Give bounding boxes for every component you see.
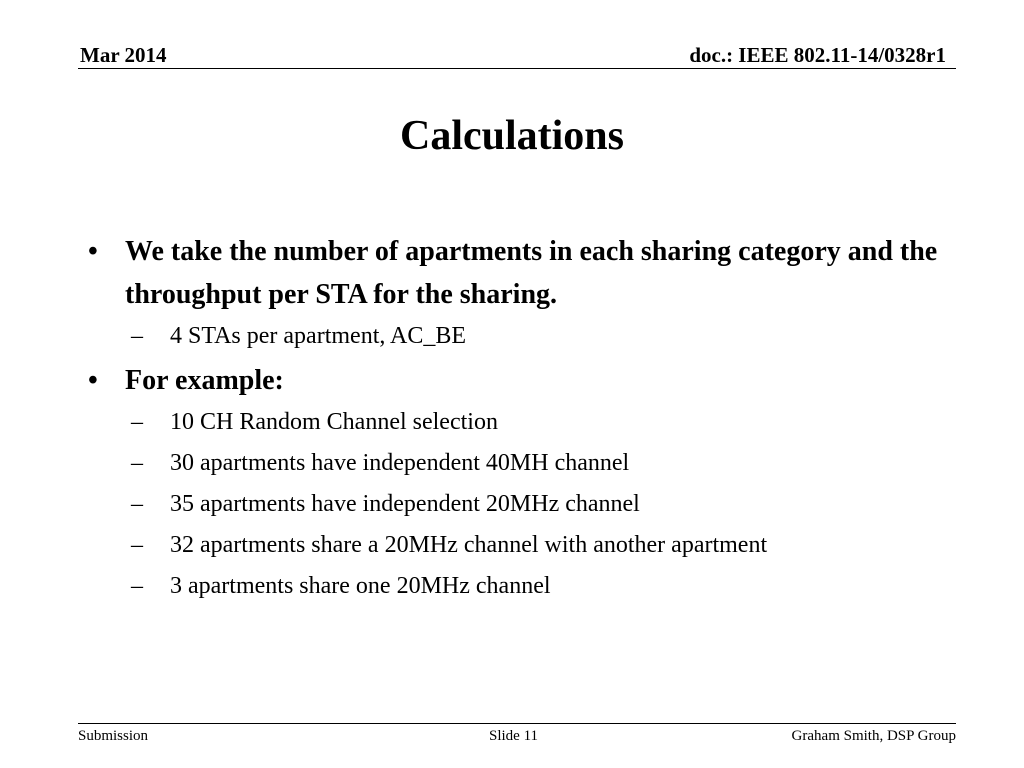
sub-bullet-item [88, 566, 948, 607]
footer-submission: Submission [78, 728, 149, 744]
slide-title: Calculations [399, 113, 625, 159]
bullet-text: For example: [125, 365, 284, 396]
header-date: Mar 2014 [80, 43, 167, 67]
bullet-item [88, 230, 948, 316]
slide-content [88, 230, 948, 607]
sub-bullet-item [88, 443, 948, 484]
sub-bullet-text: 3 apartments share one 20MHz channel [170, 573, 551, 599]
sub-bullet-text: 30 apartments have independent 40MH channel [170, 450, 630, 476]
sub-bullet-text: 35 apartments have independent 20MHz channel [170, 491, 640, 517]
dash-icon: – [131, 450, 143, 476]
sub-bullet-item [88, 316, 948, 357]
header-divider [78, 68, 956, 69]
sub-bullet-text: 32 apartments share a 20MHz channel with another apartment [170, 532, 768, 558]
dash-icon: – [131, 491, 143, 517]
dash-icon: – [131, 323, 143, 349]
sub-bullet-item [88, 525, 948, 566]
footer-slide-number: Slide 11 [489, 728, 539, 744]
bullet-icon: • [88, 236, 98, 267]
sub-bullet-text: 10 CH Random Channel selection [170, 409, 498, 435]
dash-icon: – [131, 573, 143, 599]
footer-divider [78, 723, 956, 724]
dash-icon: – [131, 532, 143, 558]
header-doc-id: doc.: IEEE 802.11-14/0328r1 [689, 43, 946, 67]
sub-bullet-item [88, 484, 948, 525]
bullet-item [88, 359, 948, 402]
bullet-icon: • [88, 365, 98, 396]
dash-icon: – [131, 409, 143, 435]
bullet-text: We take the number of apartments in each sharing category and the throughput per STA for the sharing. [125, 236, 938, 310]
sub-bullet-text: 4 STAs per apartment, AC_BE [170, 323, 467, 349]
footer-author: Graham Smith, DSP Group [791, 728, 956, 744]
sub-bullet-item [88, 402, 948, 443]
